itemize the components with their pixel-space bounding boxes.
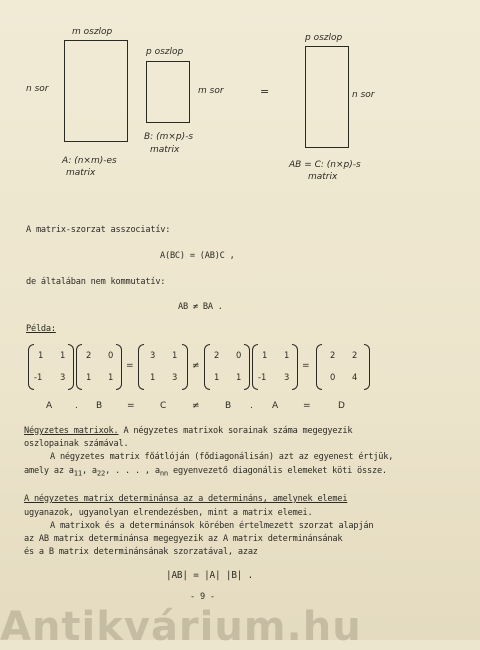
label-a2: A (272, 401, 279, 411)
square-matrices-heading: Négyzetes matrixok. (24, 426, 119, 436)
n-sor-label: n sor (26, 84, 49, 94)
label-neq: ≠ (192, 401, 200, 411)
not-equal-sign: ≠ (192, 361, 200, 371)
paragraph-det-line2: ugyanazok, ugyanolyan elrendezésben, mint a matrix elemei. (24, 508, 313, 518)
label-c: C (160, 401, 167, 411)
matrix-1: 1 1 -1 3 (28, 344, 74, 390)
determinant-formula: |AB| = |A| |B| . (166, 570, 254, 581)
label-a: A (46, 401, 53, 411)
n-sor-right-label: n sor (352, 90, 375, 100)
assoc-formula: A(BC) = (AB)C , (160, 251, 235, 261)
p-oszlop-label: p oszlop (146, 47, 184, 57)
paragraph-square-line2: oszlopainak számával. (24, 439, 129, 449)
matrix-2: 2 0 1 1 (76, 344, 122, 390)
paragraph-det-line4: az AB matrix determinánsa megegyezik az A matrix determinánsának (24, 534, 343, 544)
equals-sign: = (260, 85, 270, 98)
matrix-a-label: A: (n×m)-es (62, 156, 117, 166)
matrix-3: 3 1 1 3 (138, 344, 188, 390)
label-b: B (96, 401, 103, 411)
paragraph-square-line1: Négyzetes matrixok. A négyzetes matrixok sorainak száma megegyezik (24, 426, 353, 436)
paragraph-det-line3: A matrixok és a determinánsok körében értelmezett szorzat alapján (50, 521, 374, 531)
matrix-4: 2 0 1 1 (204, 344, 250, 390)
paragraph-det-line1: A négyzetes matrix determinánsa az a determináns, amelynek elemei (24, 494, 348, 504)
matrix-c-label: AB = C: (n×p)-s (289, 160, 361, 170)
matrix-b-label-2: matrix (150, 145, 180, 155)
not-comm-formula: AB ≠ BA . (178, 302, 223, 312)
m-sor-label: m sor (198, 86, 224, 96)
matrix-5: 1 1 -1 3 (252, 344, 298, 390)
equals-1: = (126, 361, 134, 371)
paragraph-square-line4: amely az $a_{11}$, $a_{22}$, . . . , $a_{nn}$ egyenvezető diagonális elemeket köti össze. (24, 466, 387, 478)
label-dot2: . (250, 401, 253, 411)
page-number: - 9 - (190, 592, 215, 602)
p-oszlop-right-label: p oszlop (305, 33, 343, 43)
not-comm-text: de általában nem kommutatív: (26, 277, 166, 287)
assoc-text: A matrix-szorzat asszociatív: (26, 225, 171, 235)
matrix-6: 2 2 0 4 (316, 344, 370, 390)
matrix-c-box (305, 46, 349, 148)
label-equals: = (127, 401, 135, 411)
label-equals2: = (303, 401, 311, 411)
equals-2: = (302, 361, 310, 371)
label-dot: . (75, 401, 78, 411)
matrix-b-label: B: (m×p)-s (144, 132, 194, 142)
paragraph-square-line3: A négyzetes matrix főátlóján (fődiagonálisán) azt az egyenest értjük, (50, 452, 394, 462)
watermark: Antikvárium.hu (0, 604, 362, 650)
paragraph-det-line5: és a B matrix determinánsának szorzatával, azaz (24, 547, 258, 557)
matrix-c-label-2: matrix (308, 172, 338, 182)
pelda-heading: Példa: (26, 324, 56, 334)
label-d: D (338, 401, 345, 411)
matrix-b-box (146, 61, 190, 123)
matrix-a-label-2: matrix (66, 168, 96, 178)
m-oszlop-label: m oszlop (72, 27, 113, 37)
matrix-a-box (64, 40, 128, 142)
label-b2: B (225, 401, 232, 411)
